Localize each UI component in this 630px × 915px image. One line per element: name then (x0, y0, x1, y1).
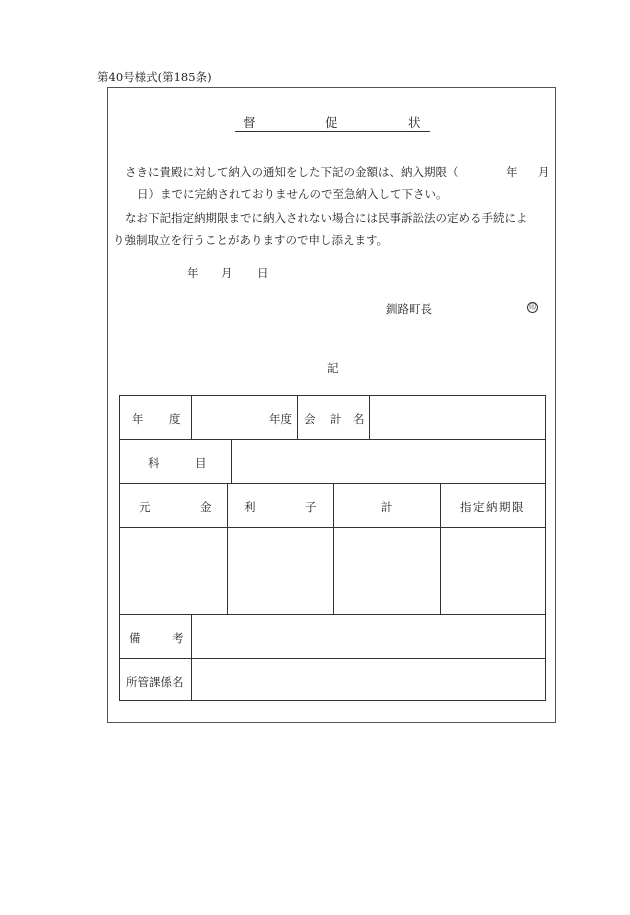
biko-label-b: 考 (172, 631, 184, 645)
kaikei-label-3: 名 (353, 412, 365, 426)
shokan-label: 所管課係名 (126, 675, 184, 689)
kaikei-label-2: 計 (330, 412, 342, 426)
title-char-1: 督 (243, 115, 256, 130)
form-number: 第40号様式(第185条) (97, 70, 212, 84)
title-char-2: 促 (325, 115, 338, 130)
table-rule (227, 483, 228, 614)
paragraph1-line2: 日）までに完納されておりませんので至急納入して下さい。 (137, 187, 448, 201)
table-rule (333, 483, 334, 614)
date-month: 月 (221, 266, 233, 280)
kamoku-label-a: 科 (148, 456, 160, 470)
details-table (119, 395, 546, 701)
table-rule (191, 396, 192, 439)
ki-heading: 記 (327, 361, 339, 375)
date-year: 年 (187, 266, 199, 280)
nendo-suffix: 年度 (269, 412, 292, 426)
paragraph2-line2: り強制取立を行うことがありますので申し添えます。 (113, 233, 389, 247)
table-rule (120, 658, 545, 659)
kaikei-label-1: 会 (304, 412, 316, 426)
table-rule (369, 396, 370, 439)
biko-label-a: 備 (129, 631, 141, 645)
title-char-3: 状 (408, 115, 421, 130)
table-rule (297, 396, 298, 439)
shitei-label: 指定納期限 (460, 500, 525, 514)
kamoku-label-b: 目 (195, 456, 207, 470)
table-rule (440, 483, 441, 614)
issuer-name: 釧路町長 (386, 302, 432, 316)
nendo-label-a: 年 (132, 412, 144, 426)
gankin-label-b: 金 (200, 500, 212, 514)
paragraph1-year: 年 (506, 165, 518, 179)
date-day: 日 (257, 266, 269, 280)
nendo-label-b: 度 (169, 412, 181, 426)
table-rule (120, 614, 545, 615)
rishi-label-a: 利 (244, 500, 256, 514)
table-rule (191, 614, 192, 701)
paragraph1-line1: さきに貴殿に対して納入の通知をした下記の金額は、納入期限（ (125, 165, 459, 179)
kei-label: 計 (381, 500, 393, 514)
paragraph2-line1: なお下記指定納期限までに納入されない場合には民事訴訟法の定める手続によ (125, 211, 528, 225)
document-title (235, 110, 430, 132)
paragraph1-month: 月 (538, 165, 550, 179)
gankin-label-a: 元 (139, 500, 151, 514)
table-rule (231, 439, 232, 483)
table-rule (120, 439, 545, 440)
seal-icon: 印 (529, 303, 536, 311)
rishi-label-b: 子 (305, 500, 317, 514)
